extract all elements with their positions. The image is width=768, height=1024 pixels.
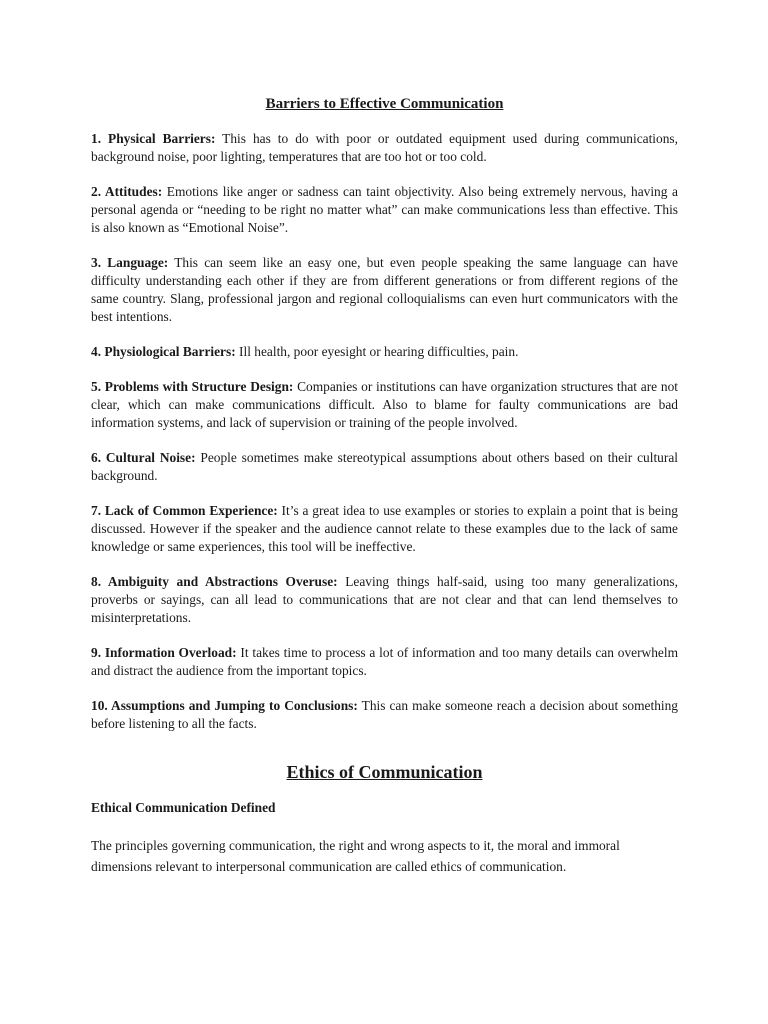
barrier-lead: 9. Information Overload: (91, 645, 237, 660)
barrier-text: Leaving things half-said, using too many generalizations, proverbs or sayings, can all lead to communications that are not clear and that can lend themselves to misinterpretations. (91, 574, 678, 625)
barrier-text: Companies or institutions can have organization structures that are not clear, which can make communications difficult. Also to blame for faulty communications are bad information systems, and lack of supervision or training of the people involved. (91, 379, 678, 430)
barrier-item-6 (91, 449, 678, 485)
barrier-text: Ill health, poor eyesight or hearing difficulties, pain. (235, 344, 519, 359)
barrier-item-2 (91, 183, 678, 237)
barrier-text: This has to do with poor or outdated equipment used during communications, background noise, poor lighting, temperatures that are too hot or too cold. (91, 131, 678, 164)
barrier-text: This can seem like an easy one, but even people speaking the same language can have difficulty understanding each other if they are from different generations or from different regions of the same country. Slang, professional jargon and regional colloquialisms can even hurt communicators with the best intentions. (91, 255, 678, 324)
barrier-item-9 (91, 644, 678, 680)
barrier-lead: 3. Language: (91, 255, 169, 270)
barrier-text: This can make someone reach a decision about something before listening to all the facts. (91, 698, 678, 731)
barrier-item-7 (91, 502, 678, 556)
barrier-item-1 (91, 130, 678, 166)
barrier-lead: 6. Cultural Noise: (91, 450, 196, 465)
barrier-lead: 8. Ambiguity and Abstractions Overuse: (91, 574, 338, 589)
barrier-item-3 (91, 254, 678, 326)
ethics-paragraph: The principles governing communication, the right and wrong aspects to it, the moral and immoral dimensions relevant to interpersonal communication are called ethics of communication. (91, 838, 620, 874)
barrier-text: Emotions like anger or sadness can taint objectivity. Also being extremely nervous, having a personal agenda or “needing to be right no matter what” can make communications less than effective. This is also known as “Emotional Noise”. (91, 184, 678, 235)
barrier-lead: 5. Problems with Structure Design: (91, 379, 294, 394)
barrier-lead: 2. Attitudes: (91, 184, 163, 199)
barrier-lead: 4. Physiological Barriers: (91, 344, 236, 359)
barrier-lead: 7. Lack of Common Experience: (91, 503, 278, 518)
barrier-lead: 10. Assumptions and Jumping to Conclusions: (91, 698, 358, 713)
barrier-item-10 (91, 697, 678, 733)
barrier-text: It takes time to process a lot of information and too many details can overwhelm and distract the audience from the important topics. (91, 645, 678, 678)
barrier-text: People sometimes make stereotypical assumptions about others based on their cultural background. (91, 450, 678, 483)
barrier-item-4 (91, 343, 678, 361)
barrier-text: It’s a great idea to use examples or stories to explain a point that is being discussed. However if the speaker and the audience cannot relate to these examples due to the lack of same knowledge or same experiences, this tool will be ineffective. (91, 503, 678, 554)
barrier-lead: 1. Physical Barriers: (91, 131, 216, 146)
barrier-item-8 (91, 573, 678, 627)
document-title: Barriers to Effective Communication (265, 96, 504, 112)
barrier-item-5 (91, 378, 678, 432)
ethics-subheading: Ethical Communication Defined (91, 800, 276, 815)
ethics-section-title: Ethics of Communication (286, 762, 483, 782)
